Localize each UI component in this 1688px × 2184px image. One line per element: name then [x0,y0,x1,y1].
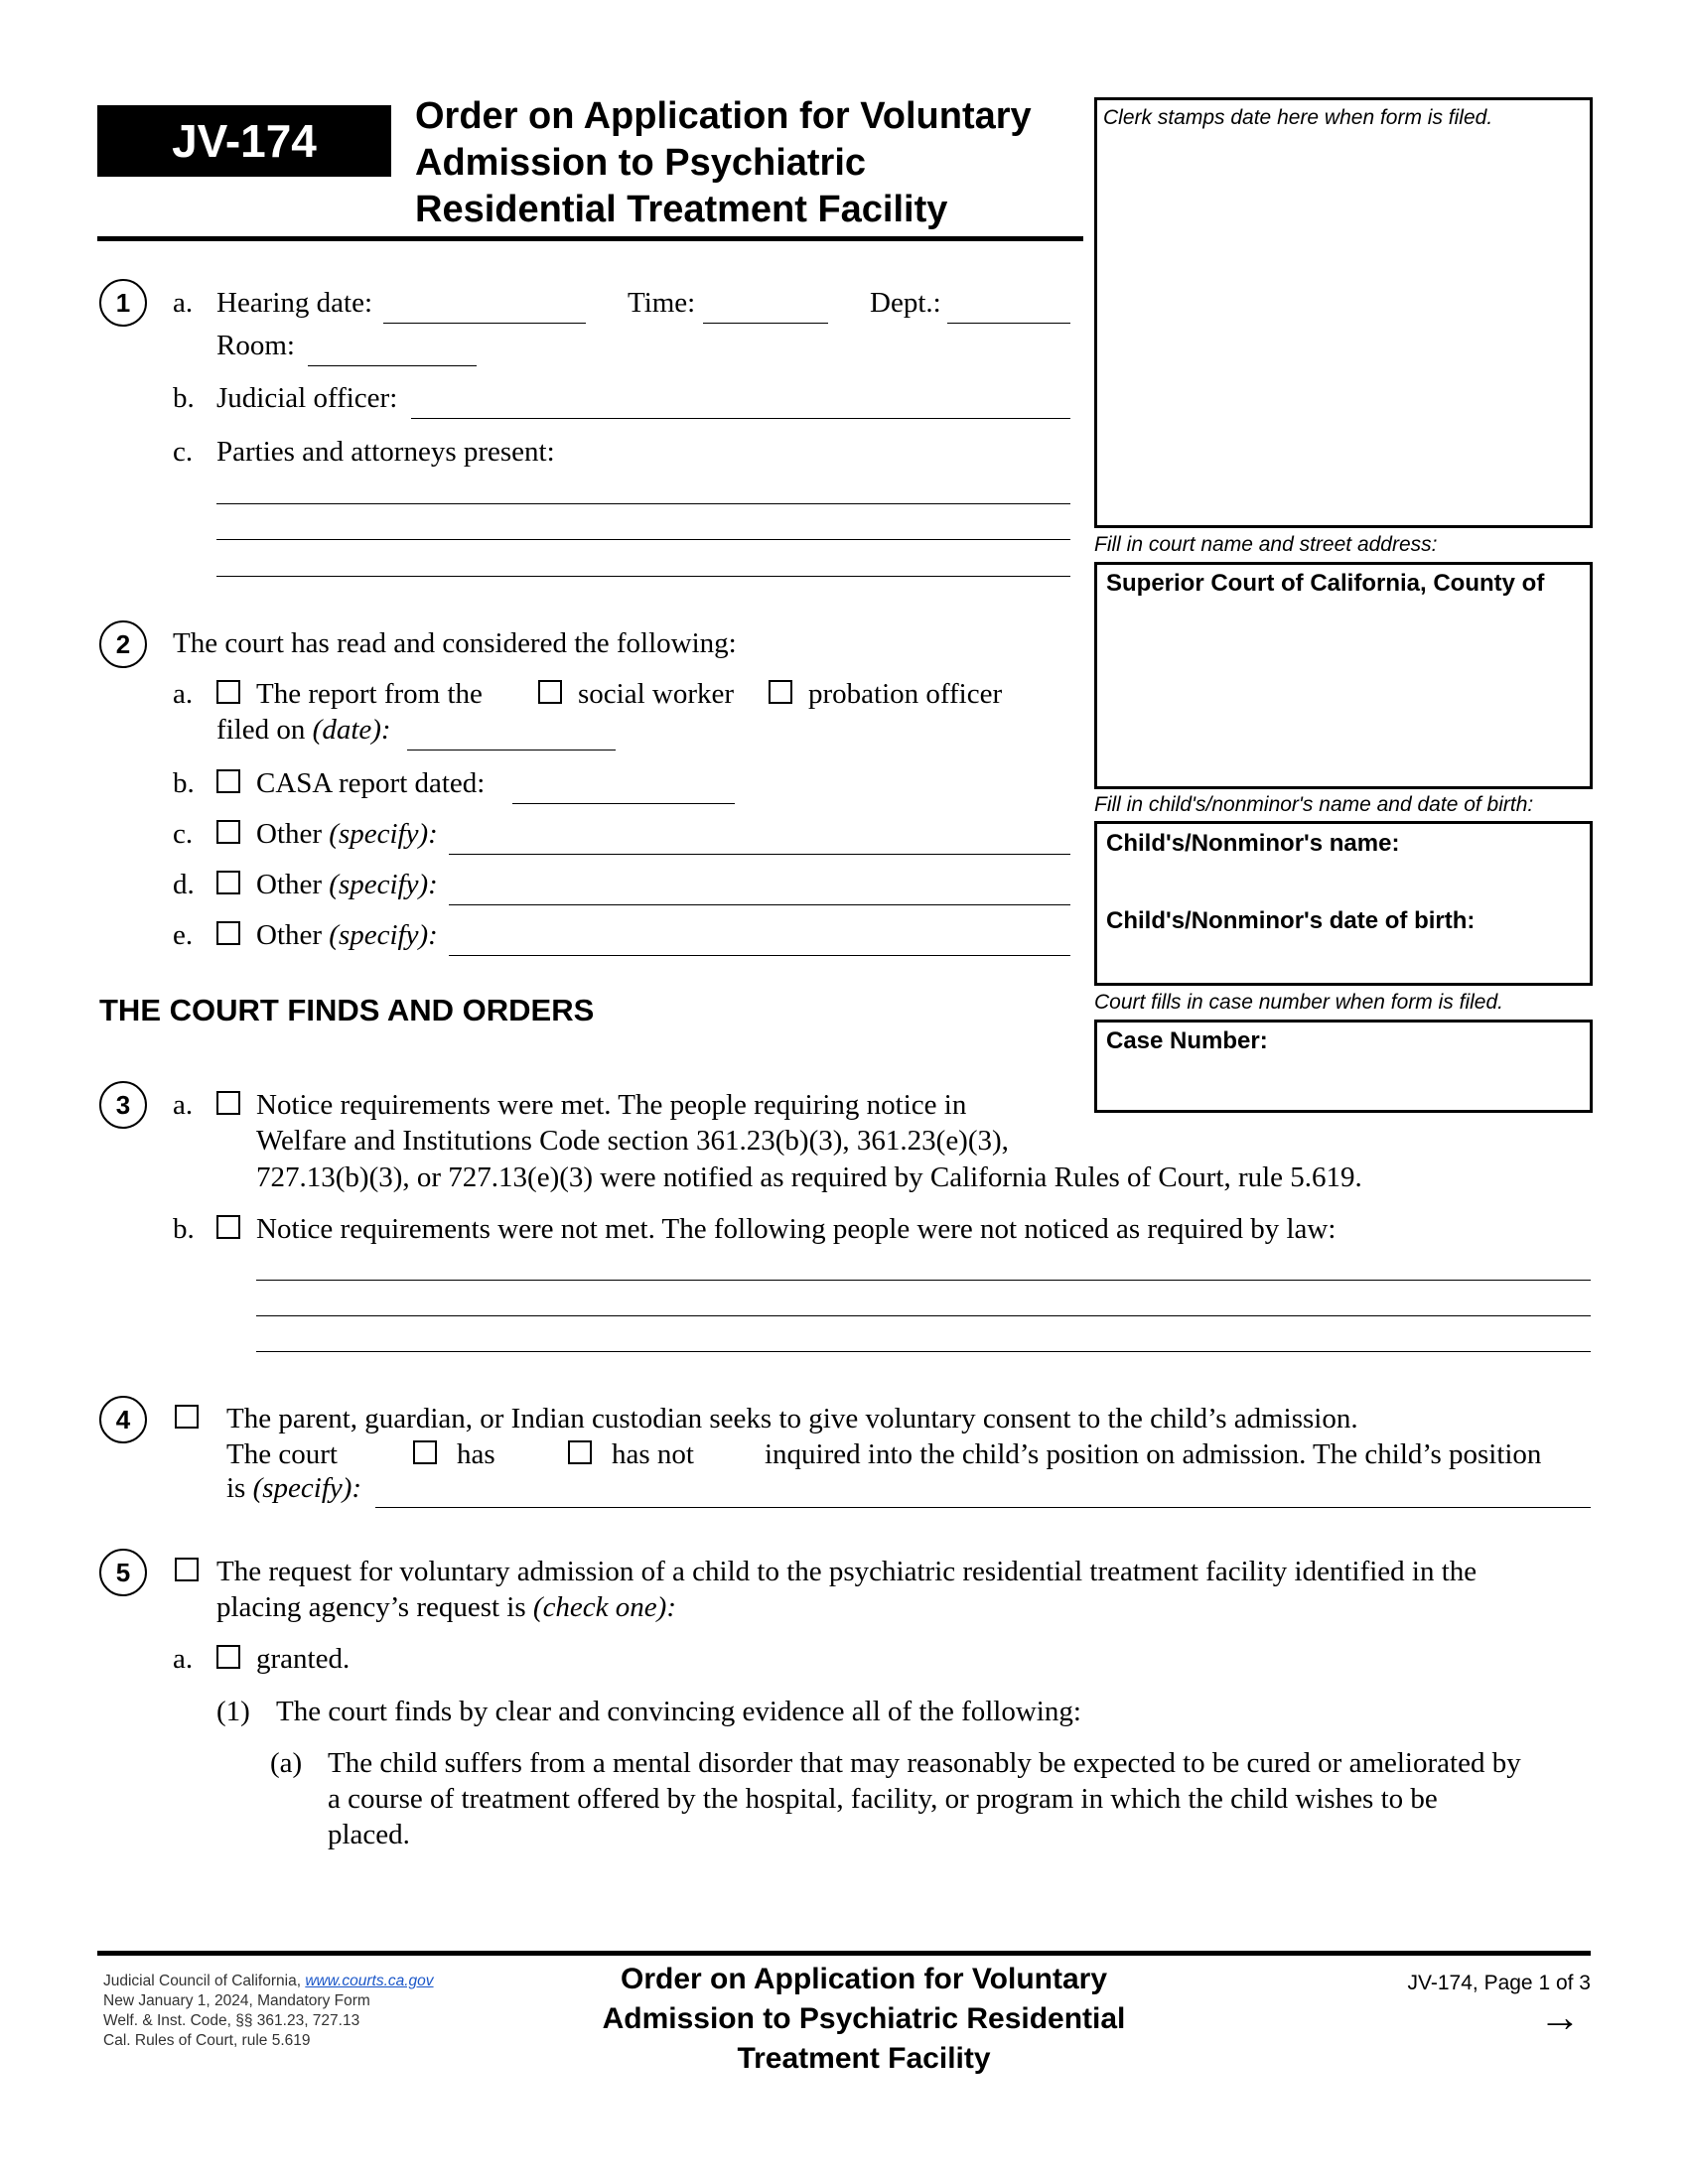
other-text: Other [256,919,330,951]
specify-text: (specify): [329,869,438,900]
granted-checkbox[interactable] [216,1645,240,1669]
child-position-text: inquired into the child’s position on admission. The child’s position [765,1438,1542,1470]
request-text-line2 [216,1589,676,1625]
court-name-instruction: Fill in court name and street address: [1094,533,1438,556]
judicial-officer-label: Judicial officer: [216,382,398,414]
other-c-checkbox[interactable] [216,820,240,844]
finding-a-text: a course of treatment offered by the hospital, facility, or program in which the child wishes to be [328,1783,1438,1815]
finding-a-text: The child suffers from a mental disorder that may reasonably be expected to be cured or ameliorated by [328,1747,1521,1779]
item2-c-letter: c. [173,818,194,850]
footer-title-line: Admission to Psychiatric Residential [602,2002,1126,2035]
child-name-label: Child's/Nonminor's name: [1106,830,1400,857]
has-checkbox[interactable] [413,1440,437,1464]
notice-met-text: Notice requirements were met. The people requiring notice in [256,1089,967,1121]
other-e-field[interactable] [449,955,1070,956]
child-info-instruction: Fill in child's/nonminor's name and date of birth: [1094,793,1534,816]
finding-a-letter: (a) [270,1747,303,1779]
specify-text: (specify): [329,818,438,850]
casa-date-field[interactable] [512,803,735,804]
item2-e-letter: e. [173,919,194,951]
footer-council: Judicial Council of California, [103,1973,306,1989]
footer-rule [97,1951,1591,1956]
other-text: Other [256,869,330,900]
room-label: Room: [216,330,295,361]
other-e-label [256,917,438,953]
header-rule [97,236,1083,241]
item3-a-letter: a. [173,1089,194,1121]
clerk-stamp-box[interactable] [1094,97,1593,528]
request-checkbox[interactable] [175,1558,199,1581]
footer-line: New January 1, 2024, Mandatory Form [103,1992,370,2009]
judicial-officer-field[interactable] [411,418,1070,419]
footer-title-line: Order on Application for Voluntary [620,1963,1108,1995]
specify-text: (specify): [329,919,438,951]
case-number-instruction: Court fills in case number when form is filed. [1094,991,1503,1014]
parties-field-line[interactable] [216,539,1070,540]
page-number [1291,1972,1591,1995]
form-title-line: Admission to Psychiatric [415,142,867,184]
room-field[interactable] [308,365,477,366]
footer-title [556,1960,1172,2079]
parties-field-line[interactable] [216,503,1070,504]
check-one-text: (check one): [532,1591,676,1623]
filed-on-date-text: (date): [312,714,391,746]
form-id-badge: JV-174 [97,105,391,177]
case-number-box[interactable] [1094,1020,1593,1113]
hearing-date-label: Hearing date: [216,287,373,319]
the-court-text: The court [226,1438,338,1470]
not-noticed-field-line[interactable] [256,1280,1591,1281]
other-d-checkbox[interactable] [216,871,240,894]
page-form-id: JV-174, [1407,1972,1478,1994]
filed-on-text: filed on [216,714,313,746]
item1-c-letter: c. [173,436,194,468]
other-d-field[interactable] [449,904,1070,905]
notice-not-met-text: Notice requirements were not met. The following people were not noticed as required by law: [256,1213,1336,1245]
probation-officer-label: probation officer [808,678,1003,710]
time-field[interactable] [703,323,828,324]
item-number-5: 5 [99,1549,147,1596]
filed-on-field[interactable] [407,750,616,751]
item-number-3: 3 [99,1081,147,1129]
is-text: is [226,1472,253,1504]
time-label: Time: [628,287,696,319]
probation-officer-checkbox[interactable] [769,680,792,704]
footer-citation [103,1972,434,2051]
consent-text: The parent, guardian, or Indian custodian seeks to give voluntary consent to the child’s admission. [226,1403,1358,1434]
footer-council-line [103,1972,434,1991]
parties-field-line[interactable] [216,576,1070,577]
footer-line: Welf. & Inst. Code, §§ 361.23, 727.13 [103,2012,360,2029]
casa-label: CASA report dated: [256,767,486,799]
social-worker-label: social worker [578,678,735,710]
filed-on-label [216,712,391,748]
social-worker-checkbox[interactable] [538,680,562,704]
item3-b-letter: b. [173,1213,195,1245]
other-text: Other [256,818,330,850]
request-text: placing agency’s request is [216,1591,533,1623]
footer-line: Cal. Rules of Court, rule 5.619 [103,2032,311,2049]
finding-number: (1) [216,1696,250,1727]
casa-checkbox[interactable] [216,769,240,793]
not-noticed-field-line[interactable] [256,1351,1591,1352]
child-dob-label: Child's/Nonminor's date of birth: [1106,907,1476,934]
not-noticed-field-line[interactable] [256,1315,1591,1316]
website-link[interactable]: www.courts.ca.gov [305,1973,434,1989]
notice-met-text: 727.13(b)(3), or 727.13(e)(3) were notified as required by California Rules of Court, rule 5.619. [256,1161,1362,1193]
item1-a-letter: a. [173,287,194,319]
finding-a-text: placed. [328,1819,410,1850]
specify-text: (specify): [252,1472,362,1504]
hearing-date-field[interactable] [383,323,586,324]
item-number-2: 2 [99,620,147,668]
request-text: The request for voluntary admission of a child to the psychiatric residential treatment facility identified in the [216,1556,1477,1587]
item1-b-letter: b. [173,382,195,414]
item2-b-letter: b. [173,767,195,799]
report-from-label: The report from the [256,678,483,710]
notice-met-text: Welfare and Institutions Code section 361.23(b)(3), 361.23(e)(3), [256,1125,1009,1157]
form-title-line: Residential Treatment Facility [415,189,948,230]
other-c-label [256,816,438,852]
court-name-box[interactable] [1094,562,1593,789]
form-title-line: Order on Application for Voluntary [415,95,1032,137]
parties-label: Parties and attorneys present: [216,436,555,468]
item2-a-letter: a. [173,678,194,710]
other-c-field[interactable] [449,854,1070,855]
item2-intro: The court has read and considered the following: [173,627,737,659]
child-position-field[interactable] [375,1507,1591,1508]
has-not-label: has not [612,1438,694,1470]
next-page-arrow-icon: → [1539,1993,1581,2040]
child-info-box[interactable] [1094,821,1593,986]
page-count: Page 1 of 3 [1477,1972,1591,1994]
has-not-checkbox[interactable] [568,1440,592,1464]
granted-label: granted. [256,1643,351,1675]
finding-text: The court finds by clear and convincing evidence all of the following: [276,1696,1081,1727]
clerk-stamp-label: Clerk stamps date here when form is filed. [1103,106,1493,129]
item-number-1: 1 [99,279,147,327]
other-d-label [256,867,438,902]
item5-a-letter: a. [173,1643,194,1675]
is-specify-label [226,1470,361,1506]
court-name-label: Superior Court of California, County of [1106,570,1545,597]
notice-not-met-checkbox[interactable] [216,1215,240,1239]
case-number-label: Case Number: [1106,1027,1268,1054]
dept-label: Dept.: [870,287,941,319]
report-checkbox[interactable] [216,680,240,704]
item2-d-letter: d. [173,869,195,900]
consent-checkbox[interactable] [175,1405,199,1429]
dept-field[interactable] [947,323,1070,324]
item-number-4: 4 [99,1396,147,1443]
has-label: has [457,1438,495,1470]
form-title [415,93,1032,233]
section-heading: THE COURT FINDS AND ORDERS [99,993,595,1027]
notice-met-checkbox[interactable] [216,1091,240,1115]
other-e-checkbox[interactable] [216,921,240,945]
footer-title-line: Treatment Facility [737,2042,991,2075]
